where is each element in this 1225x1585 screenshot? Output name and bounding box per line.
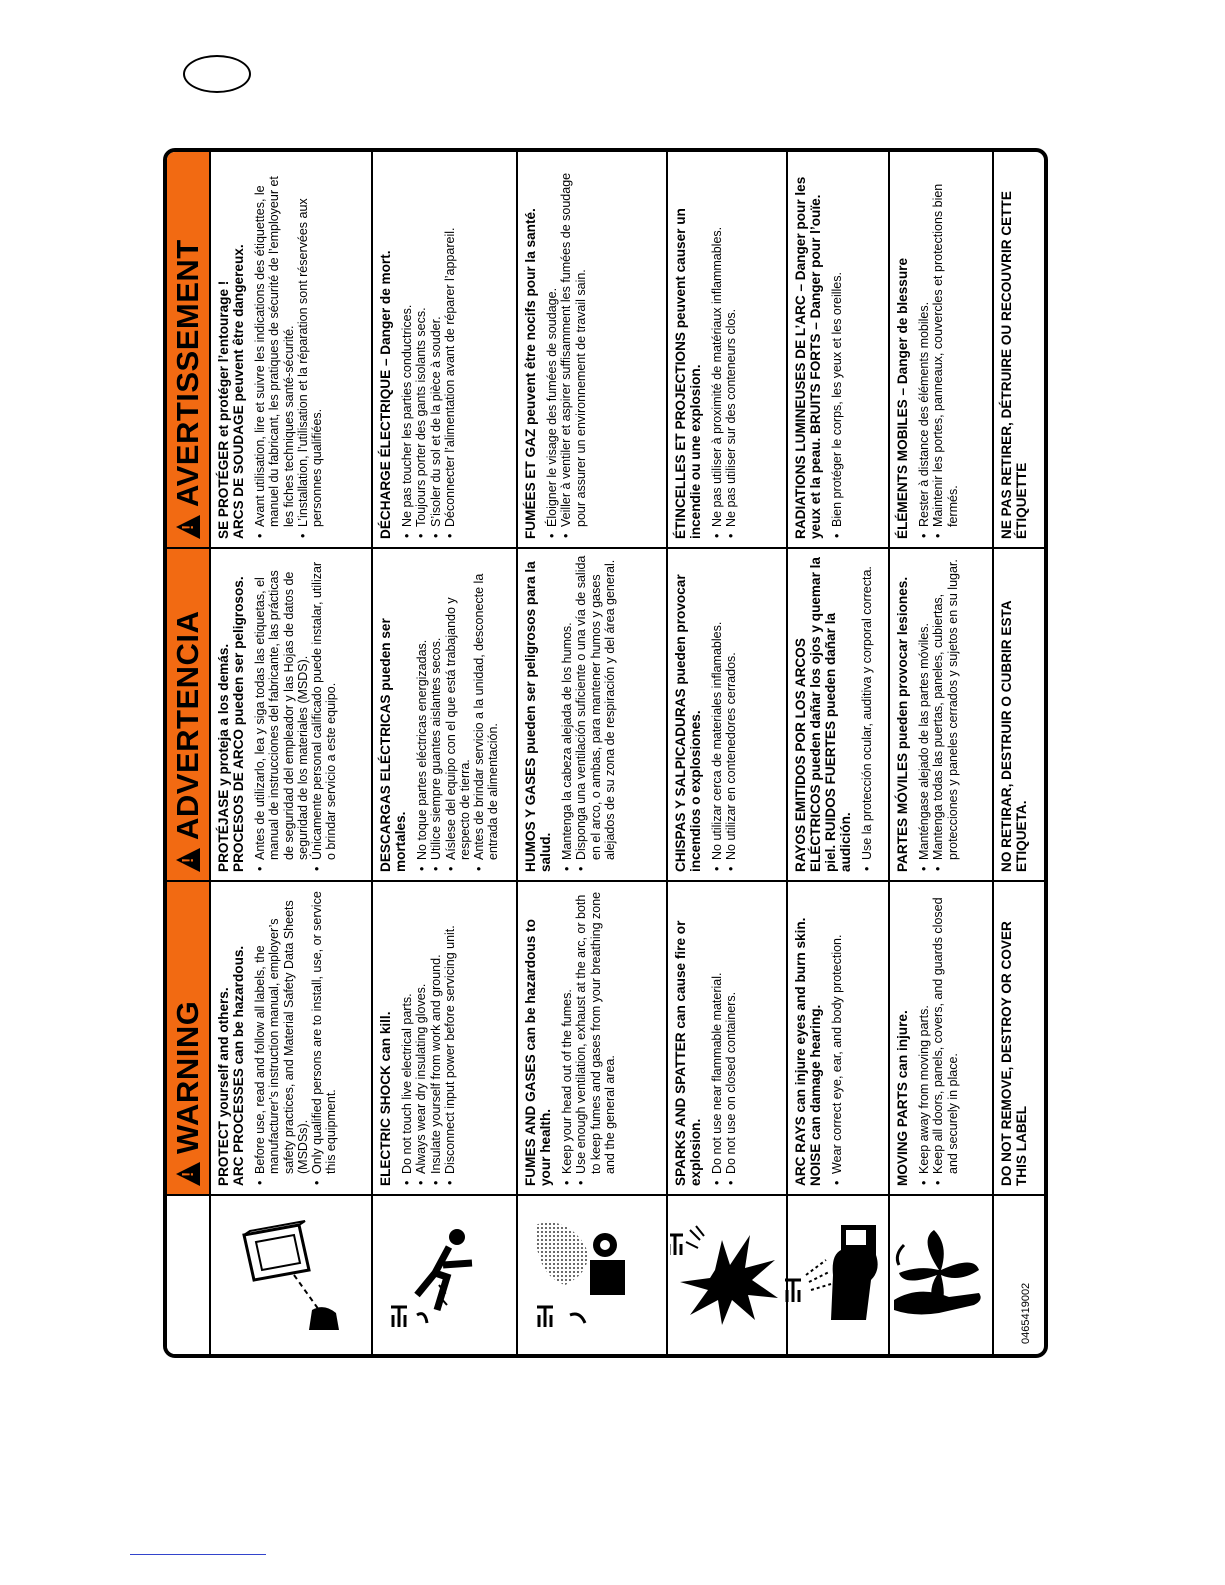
precaution-list bbox=[917, 158, 960, 539]
footer-link-underline bbox=[130, 1554, 266, 1555]
precaution-item: • Veiller à ventiler et aspirer suffisamment les fumées de soudage pour assurer un environnement de travail sain. bbox=[559, 158, 588, 527]
arc-rays-icon bbox=[781, 1210, 896, 1340]
warning-cell-fr bbox=[888, 152, 992, 549]
precaution-list bbox=[710, 555, 739, 872]
hazard-pictogram-cell bbox=[786, 1196, 888, 1354]
moving-parts-icon bbox=[889, 1215, 994, 1335]
precaution-item: • Utilice siempre guantes aislantes secos. bbox=[429, 555, 443, 860]
warning-cell-en bbox=[371, 882, 516, 1196]
precaution-item: • Ne pas utiliser sur des conteneurs clos. bbox=[724, 158, 738, 527]
hazard-title: ÉLÉMENTS MOBILES – Danger de blessure bbox=[895, 257, 910, 539]
hazard-title: MOVING PARTS can injure. bbox=[895, 1010, 910, 1186]
hazard-pictogram-cell bbox=[209, 1196, 371, 1354]
sparks-explosion-icon bbox=[670, 1210, 785, 1340]
precaution-item: • Keep your head out of the fumes. bbox=[560, 888, 574, 1174]
hazard-title: DÉCHARGE ÉLECTRIQUE – Danger de mort. bbox=[378, 250, 393, 539]
warning-cell-en bbox=[992, 882, 1044, 1196]
precaution-list bbox=[917, 555, 960, 872]
hazard-title: DO NOT REMOVE, DESTROY OR COVER THIS LABEL bbox=[999, 921, 1029, 1186]
precaution-item: • Use enough ventilation, exhaust at the arc, or both to keep fumes and gases from your breathing zone and the general area. bbox=[574, 888, 617, 1174]
precaution-item: • Mantenga todas las puertas, paneles, cubiertas, protecciones y paneles cerrados y sujetos en su lugar. bbox=[931, 555, 960, 860]
precaution-item: • Do not touch live electrical parts. bbox=[400, 888, 414, 1174]
warning-cell-fr bbox=[209, 152, 371, 549]
precaution-item: • Always wear dry insulating gloves. bbox=[414, 888, 428, 1174]
hazard-title: RAYOS EMITIDOS POR LOS ARCOS ELÉCTRICOS pueden dañar los ojos y quemar la piel. RUIDOS FUERTES pueden dañar la audición. bbox=[793, 557, 853, 872]
warning-cell-es bbox=[516, 549, 666, 882]
precaution-list bbox=[415, 555, 501, 872]
precaution-list bbox=[917, 888, 960, 1186]
warning-triangle-icon: ! bbox=[176, 848, 200, 872]
precaution-item: • L’installation, l’utilisation et la réparation sont réservées aux personnes qualifiées. bbox=[296, 158, 325, 527]
warning-cell-fr bbox=[666, 152, 786, 549]
precaution-item: • Insulate yourself from work and ground. bbox=[429, 888, 443, 1174]
hazard-title: FUMES AND GASES can be hazardous to your health. bbox=[523, 919, 553, 1186]
precaution-item: • Do not use near flammable material. bbox=[710, 888, 724, 1174]
precaution-list bbox=[710, 888, 739, 1186]
warning-cell-en bbox=[666, 882, 786, 1196]
precaution-item: • No toque partes eléctricas energizadas. bbox=[415, 555, 429, 860]
precaution-item: • Rester à distance des éléments mobiles. bbox=[917, 158, 931, 527]
warning-cell-fr bbox=[786, 152, 888, 549]
precaution-list bbox=[830, 158, 844, 539]
precaution-item: • Únicamente personal calificado puede instalar, utilizar o brindar servicio a este equipo. bbox=[310, 555, 339, 860]
precaution-list bbox=[560, 888, 617, 1186]
precaution-item: • Toujours porter des gants isolants secs. bbox=[414, 158, 428, 527]
hazard-title: DESCARGAS ELÉCTRICAS pueden ser mortales. bbox=[378, 618, 408, 872]
precaution-item: • Mantenga la cabeza alejada de los humos. bbox=[560, 555, 574, 860]
precaution-item: • Keep all doors, panels, covers, and guards closed and securely in place. bbox=[931, 888, 960, 1174]
warning-cell-es bbox=[992, 549, 1044, 882]
precaution-item: • Before use, read and follow all labels, the manufacturer’s instruction manual, employer’s safety practices, and Material Safety Data Sheets (MSDSs). bbox=[253, 888, 310, 1174]
precaution-item: • Éloigner le visage des fumées de soudage. bbox=[545, 158, 559, 527]
precaution-list bbox=[253, 555, 339, 872]
hazard-title: SE PROTÉGER et protéger l’entourage ! ARCS DE SOUDAGE peuvent être dangereux. bbox=[216, 244, 246, 539]
precaution-list bbox=[545, 158, 588, 539]
precaution-item: • Manténgase alejado de las partes móviles. bbox=[917, 555, 931, 860]
part-number: 0465419002 bbox=[1020, 1282, 1032, 1344]
header-warning-text: WARNING bbox=[170, 1000, 205, 1154]
hazard-title: PROTECT yourself and others. ARC PROCESSES can be hazardous. bbox=[216, 945, 246, 1186]
warning-cell-en bbox=[888, 882, 992, 1196]
header-avertissement-text: AVERTISSEMENT bbox=[170, 239, 205, 507]
arc-hazard-icon bbox=[229, 1210, 354, 1340]
warning-cell-es bbox=[786, 549, 888, 882]
precaution-item: • Disconnect input power before servicing unit. bbox=[443, 888, 457, 1174]
precaution-list bbox=[830, 888, 844, 1186]
precaution-list bbox=[560, 555, 617, 872]
precaution-list bbox=[253, 888, 339, 1186]
warning-cell-es bbox=[209, 549, 371, 882]
precaution-item: • Déconnecter l’alimentation avant de réparer l’appareil. bbox=[443, 158, 457, 527]
hazard-title: FUMÉES ET GAZ peuvent être nocifs pour la santé. bbox=[523, 208, 538, 539]
precaution-item: • Bien protéger le corps, les yeux et les oreilles. bbox=[830, 158, 844, 527]
precaution-item: • No utilizar en contenedores cerrados. bbox=[724, 555, 738, 860]
warning-cell-en bbox=[516, 882, 666, 1196]
precaution-item: • Avant utilisation, lire et suivre les indications des étiquettes, le manuel du fabricant, les pratiques de sécurité de l’employeur et les fiches techniques santé-sécurité. bbox=[253, 158, 296, 527]
hazard-title: NE PAS RETIRER, DÉTRUIRE OU RECOUVRIR CETTE ÉTIQUETTE bbox=[999, 191, 1029, 539]
precaution-item: • Aíslese del equipo con el que está trabajando y respecto de tierra. bbox=[444, 555, 473, 860]
hazard-title: ARC RAYS can injure eyes and burn skin. NOISE can damage hearing. bbox=[793, 917, 823, 1186]
precaution-item: • Only qualified persons are to install, use, or service this equipment. bbox=[310, 888, 339, 1174]
hazard-title: HUMOS Y GASES pueden ser peligrosos para la salud. bbox=[523, 561, 553, 872]
precaution-item: • Keep away from moving parts. bbox=[917, 888, 931, 1174]
precaution-item: • Wear correct eye, ear, and body protection. bbox=[830, 888, 844, 1174]
precaution-item: • Use la protección ocular, auditiva y corporal correcta. bbox=[860, 555, 874, 860]
header-avertissement bbox=[167, 152, 209, 549]
hazard-title: PROTÉJASE y proteja a los demás. PROCESOS DE ARCO pueden ser peligrosos. bbox=[216, 576, 246, 872]
part-number-cell bbox=[992, 1196, 1044, 1354]
precaution-item: • Ne pas utiliser à proximité de matériaux inflammables. bbox=[710, 158, 724, 527]
warning-cell-en bbox=[209, 882, 371, 1196]
header-advertencia bbox=[167, 549, 209, 882]
hazard-title: NO RETIRAR, DESTRUIR O CUBRIR ESTA ETIQUETA. bbox=[999, 600, 1029, 872]
precaution-item: • Antes de utilizarlo, lea y siga todas las etiquetas, el manual de instrucciones del fabricante, las prácticas de seguridad del empleador y las Hojas de datos de seguridad de los materiales (MSDS). bbox=[253, 555, 310, 860]
hazard-pictogram-cell bbox=[888, 1196, 992, 1354]
hazard-title: ÉTINCELLES ET PROJECTIONS peuvent causer un incendie ou une explosion. bbox=[673, 208, 703, 539]
warning-triangle-icon: ! bbox=[176, 515, 200, 539]
hazard-title: PARTES MÓVILES pueden provocar lesiones. bbox=[895, 576, 910, 872]
header-blank-cell bbox=[167, 1196, 209, 1354]
warning-cell-es bbox=[888, 549, 992, 882]
precaution-list bbox=[710, 158, 739, 539]
warning-cell-fr bbox=[992, 152, 1044, 549]
fumes-icon bbox=[530, 1210, 655, 1340]
precaution-item: • Antes de brindar servicio a la unidad, desconecte la entrada de alimentación. bbox=[472, 555, 501, 860]
precaution-item: • Do not use on closed containers. bbox=[724, 888, 738, 1174]
page-marker-oval bbox=[183, 55, 251, 93]
hazard-title: RADIATIONS LUMINEUSES DE L’ARC – Danger pour les yeux et la peau. BRUITS FORTS – Danger pour l’ouïe. bbox=[793, 176, 823, 539]
hazard-title: CHISPAS Y SALPICADURAS pueden provocar incendios o explosiones. bbox=[673, 574, 703, 872]
warning-cell-fr bbox=[516, 152, 666, 549]
precaution-item: • No utilizar cerca de materiales inflamables. bbox=[710, 555, 724, 860]
warning-table bbox=[167, 152, 1044, 1354]
precaution-item: • Maintenir les portes, panneaux, couvercles et protections bien fermés. bbox=[931, 158, 960, 527]
warning-triangle-icon: ! bbox=[176, 1162, 200, 1186]
hazard-title: SPARKS AND SPATTER can cause fire or explosion. bbox=[673, 920, 703, 1186]
precaution-item: • Disponga una ventilación suficiente o una vía de salida en el arco, o ambas, para mantener humos y gases alejados de su zona de respiración y del área general. bbox=[574, 555, 617, 860]
precaution-list bbox=[253, 158, 324, 539]
precaution-item: • Ne pas toucher les parties conductrices. bbox=[400, 158, 414, 527]
precaution-list bbox=[400, 888, 457, 1186]
electric-shock-icon bbox=[382, 1210, 507, 1340]
hazard-title: ELECTRIC SHOCK can kill. bbox=[378, 1011, 393, 1186]
hazard-pictogram-cell bbox=[371, 1196, 516, 1354]
header-advertencia-text: ADVERTENCIA bbox=[170, 610, 205, 840]
precaution-item: • S’isoler du sol et de la pièce à souder. bbox=[429, 158, 443, 527]
precaution-list bbox=[400, 158, 457, 539]
warning-cell-fr bbox=[371, 152, 516, 549]
warning-cell-es bbox=[371, 549, 516, 882]
header-warning bbox=[167, 882, 209, 1196]
warning-cell-es bbox=[666, 549, 786, 882]
hazard-pictogram-cell bbox=[666, 1196, 786, 1354]
safety-warning-label bbox=[163, 148, 1048, 1358]
precaution-list bbox=[860, 555, 874, 872]
hazard-pictogram-cell bbox=[516, 1196, 666, 1354]
warning-cell-en bbox=[786, 882, 888, 1196]
